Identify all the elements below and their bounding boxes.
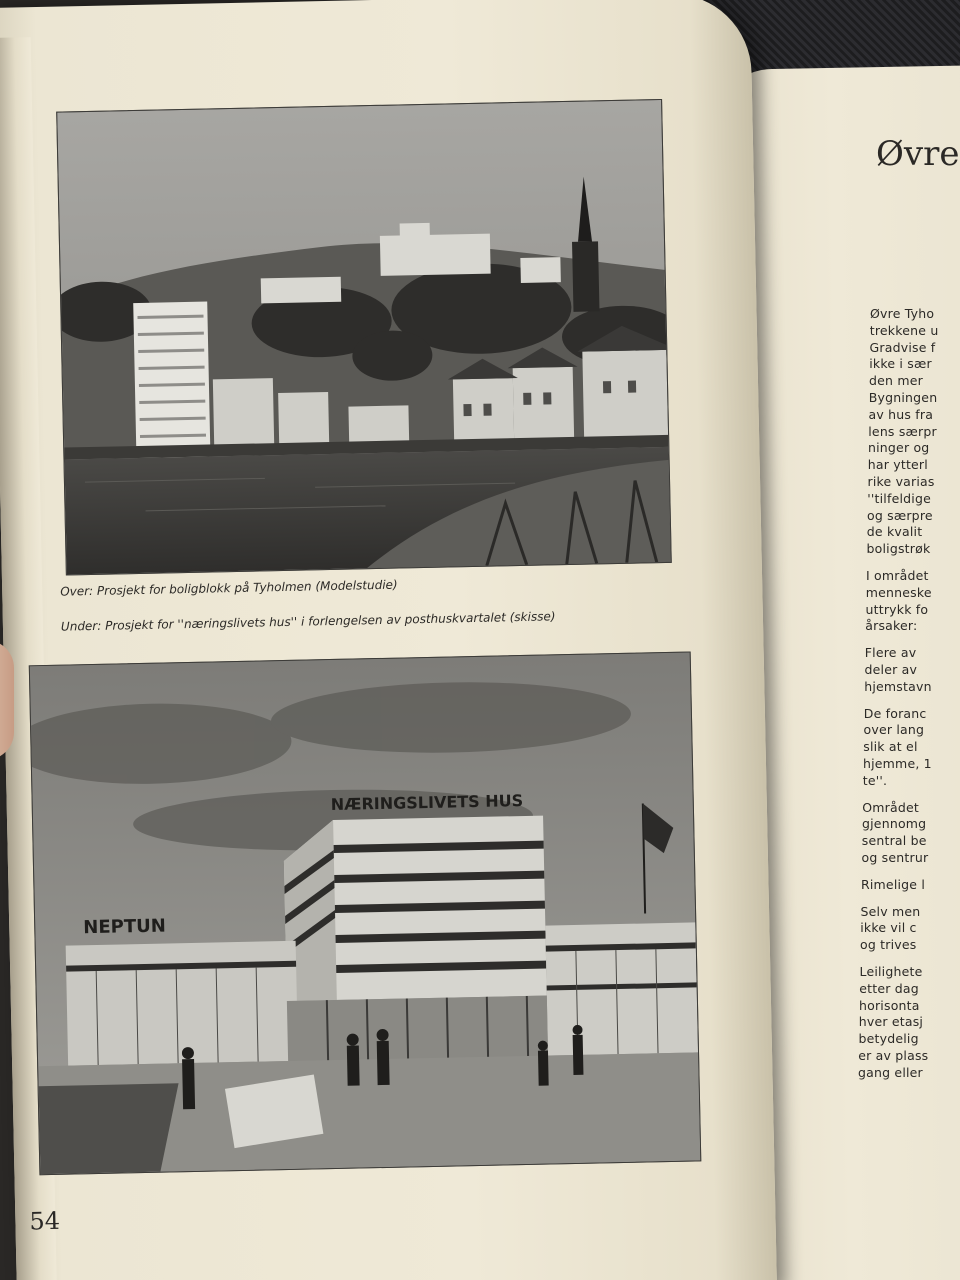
hand xyxy=(0,640,14,760)
right-page-line: trekkene u xyxy=(869,322,939,338)
right-page-line: Gradvise f xyxy=(869,339,936,355)
right-page-line: hjemme, 1 xyxy=(863,756,932,771)
right-page-line: årsaker: xyxy=(865,618,918,634)
right-page-line: ikke vil c xyxy=(860,920,917,936)
right-page-line: sentral be xyxy=(861,833,927,849)
right-page-line: har ytterl xyxy=(867,457,928,473)
right-page-line: I området xyxy=(866,568,929,583)
right-page-line: de kvalit xyxy=(866,524,923,540)
caption-top: Over: Prosjekt for boligblokk på Tyholmen (Modelstudie) xyxy=(60,577,398,599)
sign-neptun: NEPTUN xyxy=(83,915,166,939)
right-page-line: horisonta xyxy=(859,997,920,1013)
right-page-line: ikke i sær xyxy=(869,356,932,372)
right-page-line: er av plass xyxy=(858,1048,929,1063)
right-page-line: etter dag xyxy=(859,980,919,996)
right-page-line: rike varias xyxy=(867,474,935,489)
right-page-line: Øvre Tyho xyxy=(870,306,935,321)
right-page-line: Flere av xyxy=(864,645,917,661)
right-page-line: gjennomg xyxy=(862,816,927,832)
right-page-line: te''. xyxy=(862,772,888,788)
right-page-title: Øvre xyxy=(876,134,960,174)
right-page-line: Området xyxy=(862,799,919,815)
right-page-line: boligstrøk xyxy=(866,541,931,557)
right-page-line: hjemstavn xyxy=(864,678,932,694)
right-page-line: og sentrur xyxy=(861,850,929,865)
photo-tyholmen xyxy=(56,99,672,576)
right-page-line: Rimelige l xyxy=(861,876,926,892)
right-page-line: uttrykk fo xyxy=(865,601,929,617)
right-page-line: Leilighete xyxy=(859,964,923,979)
right-page-line: den mer xyxy=(869,373,923,389)
right-page-line: Selv men xyxy=(860,903,921,919)
right-page-line: gang eller xyxy=(858,1064,923,1080)
sign-naeringslivets-hus: NÆRINGSLIVETS HUS xyxy=(330,791,524,815)
right-page-line: og særpre xyxy=(867,507,933,523)
caption-bottom: Under: Prosjekt for ''næringslivets hus'' i forlengelsen av posthuskvartalet (skisse) xyxy=(60,609,556,634)
right-page-line: lens særpr xyxy=(868,423,937,439)
right-page-line: av hus fra xyxy=(868,406,934,422)
right-page-line: slik at el xyxy=(863,739,918,755)
right-page-line: De foranc xyxy=(863,705,927,721)
right-page-line: ''tilfeldige xyxy=(867,490,931,506)
sketch-naeringslivets-hus xyxy=(29,651,702,1175)
right-page-line: og trives xyxy=(860,937,917,953)
page-number: 54 xyxy=(29,1206,61,1236)
right-page-line: menneske xyxy=(865,584,932,600)
right-page-line: ninger og xyxy=(868,440,930,456)
right-page-line: Bygningen xyxy=(868,390,938,405)
right-page-line: hver etasj xyxy=(858,1014,924,1030)
right-page-line: betydelig xyxy=(858,1031,919,1047)
right-page-line: deler av xyxy=(864,662,918,677)
right-page-line: over lang xyxy=(863,722,925,738)
